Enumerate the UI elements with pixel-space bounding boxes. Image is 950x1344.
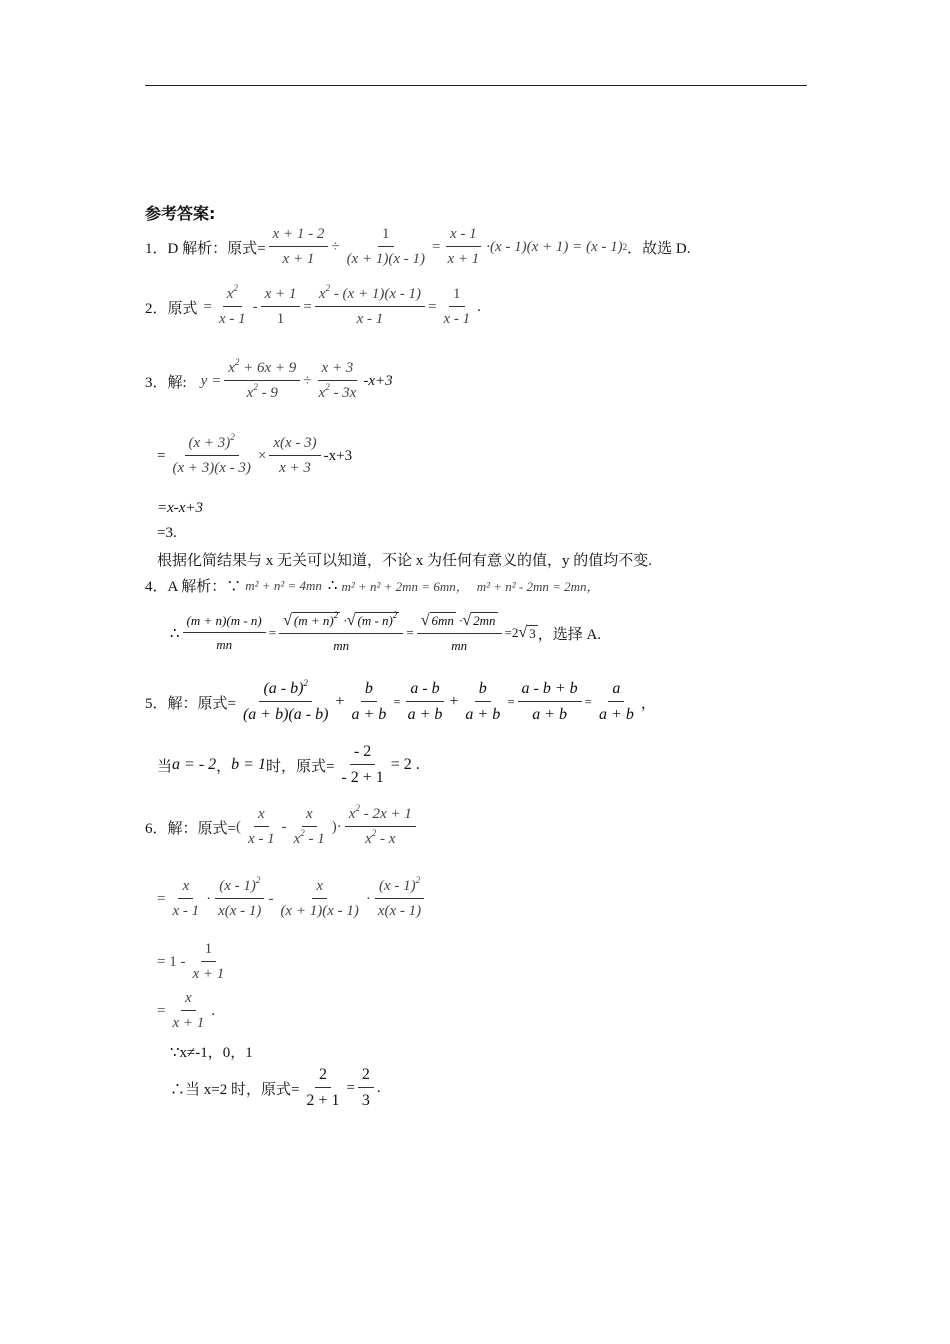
fraction: $\frac{x}{(x + 1)(x - 1)}$ — [280, 878, 359, 919]
fraction: $\frac{x^2 - (x + 1)(x - 1)}{x - 1}$ — [315, 286, 425, 328]
fraction: $\frac{x - 1}{x + 1}$ — [447, 226, 480, 267]
answer-5-lead: 5．解：原式= — [145, 695, 236, 712]
fraction: $\frac{x}{x^2 - 1}$ — [293, 806, 325, 847]
answer-4: 4．A 解析：∵ m² + n² = 4mn ∴ m² + n² + 2mn = 6mn， m² + n² - 2mn = 2mn， — [145, 575, 600, 596]
answer-3-conclusion: 根据化简结果与 x 无关可以知道，不论 x 为任何有意义的值，y 的值均不变. — [157, 553, 653, 569]
fraction: $\frac{x^2 - 2x + 1}{x^2 - x}$ — [345, 806, 416, 848]
answer-5-step-2: 当 a = - 2 ， b = 1 时，原式= $\frac{- 2}{- 2 + 1}$ = 2 . — [157, 743, 420, 786]
fraction: $\frac{b}{a + b}$ — [465, 680, 501, 723]
answer-4-step-2: ∴ $\frac{(m + n)(m - n)}{mn}$ = $\frac{√ (m + n)^2 \cdot√ (m - n)^2}{mn}$ = $\frac{√ 6mn \cdot√ 2mn}{mn}$ =2 √ 3 ，选择 A. — [170, 610, 602, 653]
answer-3-step-3: =x-x+3 — [157, 500, 204, 516]
fraction: $\frac{(x + 3)^2}{(x + 3)(x - 3)}$ — [172, 432, 251, 476]
fraction: $\frac{x^2 + 6x + 9}{x^2 - 9}$ — [224, 360, 300, 402]
fraction: $\frac{(m + n)(m - n)}{mn}$ — [183, 613, 266, 653]
fraction: $\frac{a}{a + b}$ — [599, 680, 634, 723]
fraction: $\frac{- 2}{- 2 + 1}$ — [341, 743, 384, 786]
fraction: $\frac{a - b}{a + b}$ — [407, 680, 443, 723]
fraction: $\frac{x}{x - 1}$ — [247, 806, 275, 847]
fraction: $\frac{(x - 1)^2}{x(x - 1)}$ — [374, 878, 425, 920]
fraction: $\frac{2}{2 + 1}$ — [306, 1066, 340, 1109]
fraction: $\frac{2}{3}$ — [358, 1066, 374, 1110]
fraction: $\frac{1}{(x + 1)(x - 1)}$ — [346, 226, 425, 267]
answer-5: 5．解：原式= $\frac{(a - b)^2}{(a + b)(a - b)}$ + $\frac{b}{a + b}$ = $\frac{a - b}{a + b}$ + $\frac{b}{a + b}$ = $\frac{a - b + b}{a + b}$ = $\frac{a}{a + b}$ ， — [145, 678, 656, 723]
answer-6: 6．解：原式= ( $\frac{x}{x - 1}$ - $\frac{x}{x^2 - 1}$ ) · $\frac{x^2 - 2x + 1}{x^2 - x}$ — [145, 806, 419, 848]
fraction: $\frac{x}{x + 1}$ — [172, 990, 205, 1031]
answer-2-lead: 2．原式 — [145, 300, 198, 317]
fraction: $\frac{√ (m + n)^2 \cdot√ (m - n)^2}{mn}$ — [279, 612, 403, 654]
page-title: 参考答案: — [145, 204, 216, 223]
answer-6-condition: ∵x≠-1，0，1 — [170, 1045, 253, 1061]
fraction: $\frac{1}{x + 1}$ — [192, 941, 225, 982]
answer-3: 3．解: y = $\frac{x^2 + 6x + 9}{x^2 - 9}$ ÷ $\frac{x + 3}{x^2 - 3x}$ -x+3 — [145, 357, 393, 401]
fraction: $\frac{(x - 1)^2}{x(x - 1)}$ — [214, 878, 265, 920]
fraction: $\frac{x(x - 3)}{x + 3}$ — [269, 435, 320, 477]
fraction: $\frac{b}{a + b}$ — [351, 680, 387, 723]
answer-4-lead: 4．A 解析：∵ — [145, 579, 242, 595]
answer-2: 2．原式 = $\frac{x^2}{x - 1}$ - $\frac{x + 1}{1}$ = $\frac{x^2 - (x + 1)(x - 1)}{x - 1}$ = $\frac{1}{x - 1}$ . — [145, 283, 481, 327]
fraction: $\frac{x}{x - 1}$ — [172, 878, 200, 919]
answer-6-step-3: = 1 - $\frac{1}{x + 1}$ — [157, 941, 231, 983]
answer-1-lead: 1．D 解析：原式= — [145, 240, 266, 257]
fraction: $\frac{x + 1}{1}$ — [261, 286, 301, 328]
answer-3-step-4: =3. — [157, 525, 177, 541]
answer-1: 1．D 解析：原式= $\frac{x + 1 - 2}{x + 1}$ ÷ $\frac{1}{(x + 1)(x - 1)}$ = $\frac{x - 1}{x + 1}$ ·(x - 1)(x + 1) = (x - 1) 2 ．故选 D. — [145, 226, 691, 267]
answer-6-step-4: = $\frac{x}{x + 1}$ . — [157, 990, 215, 1031]
answer-3-lead: 3．解: — [145, 374, 187, 391]
fraction: $\frac{√ 6mn \cdot√ 2mn}{mn}$ — [417, 612, 502, 654]
fraction: $\frac{1}{x - 1}$ — [443, 286, 471, 327]
answer-3-step-2: = $\frac{(x + 3)^2}{(x + 3)(x - 3)}$ × $\frac{x(x - 3)}{x + 3}$ -x+3 — [157, 432, 353, 476]
answer-6-result: ∴当 x=2 时，原式= $\frac{2}{2 + 1}$ = $\frac{2}{3}$ . — [170, 1066, 381, 1109]
fraction: $\frac{(a - b)^2}{(a + b)(a - b)}$ — [242, 678, 329, 723]
header-rule — [145, 85, 807, 86]
answer-6-step-2: = $\frac{x}{x - 1}$ · $\frac{(x - 1)^2}{x(x - 1)}$ - $\frac{x}{(x + 1)(x - 1)}$ · $\frac{(x - 1)^2}{x(x - 1)}$ — [157, 878, 428, 920]
answer-6-lead: 6．解：原式= — [145, 820, 236, 837]
fraction: $\frac{x + 1 - 2}{x + 1}$ — [269, 226, 329, 268]
fraction: $\frac{a - b + b}{a + b}$ — [518, 680, 582, 724]
fraction: $\frac{x + 3}{x^2 - 3x}$ — [318, 360, 357, 401]
fraction: $\frac{x^2}{x - 1}$ — [218, 283, 246, 327]
